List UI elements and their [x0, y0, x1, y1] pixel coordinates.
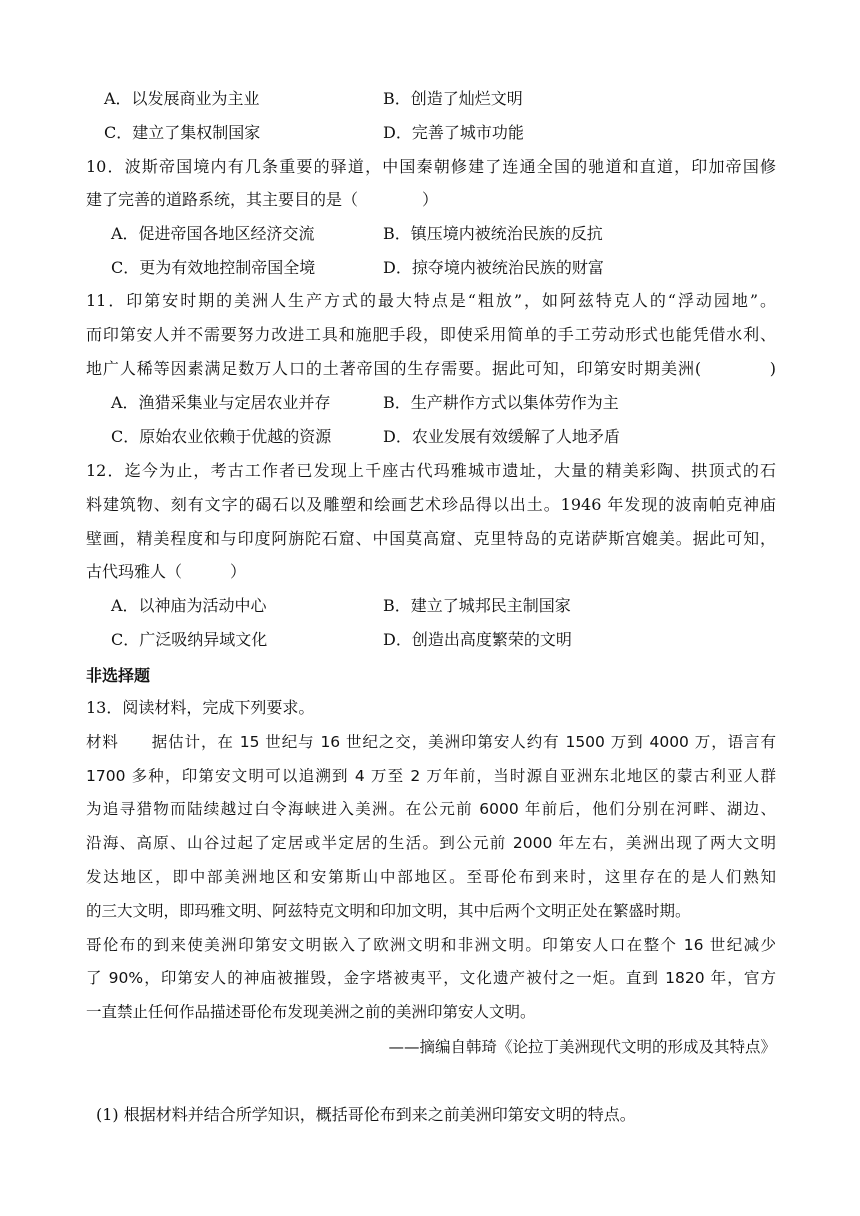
- q12-option-c: C．广泛吸纳异域文化: [111, 630, 268, 649]
- material-source: ——摘编自韩琦《论拉丁美洲现代文明的形成及其特点》: [388, 1038, 776, 1056]
- q11-option-d: D．农业发展有效缓解了人地矛盾: [383, 427, 620, 446]
- material-line: 发达地区，即中部美洲地区和安第斯山中部地区。至哥伦布到来时，这里存在的是人们熟知: [86, 868, 776, 886]
- q10-option-b: B．镇压境内被统治民族的反抗: [383, 224, 603, 243]
- material-line: 的三大文明，即玛雅文明、阿兹特克文明和印加文明，其中后两个文明正处在繁盛时期。: [86, 902, 691, 920]
- q12-stem-line: 壁画，精美程度和与印度阿旃陀石窟、中国莫高窟、克里特岛的克诺萨斯宫媲美。据此可知，: [86, 529, 776, 548]
- q10-stem-line: 10．波斯帝国境内有几条重要的驿道，中国秦朝修建了连通全国的驰道和直道，印加帝国修: [86, 157, 776, 176]
- section-title: 非选择题: [86, 666, 151, 685]
- material-line: 一直禁止任何作品描述哥伦布发现美洲之前的美洲印第安人文明。: [86, 1003, 536, 1021]
- q12-option-d: D．创造出高度繁荣的文明: [383, 630, 572, 649]
- q12-option-a: A．以神庙为活动中心: [111, 596, 267, 615]
- material-line: 为追寻猎物而陆续越过白令海峡进入美洲。在公元前 6000 年前后，他们分别在河畔、湖边、: [86, 800, 776, 818]
- q10-option-a: A．促进帝国各地区经济交流: [111, 224, 315, 243]
- q13-prompt: 13．阅读材料，完成下列要求。: [86, 698, 315, 717]
- q12-stem-line: 料建筑物、刻有文字的碣石以及雕塑和绘画艺术珍品得以出土。1946 年发现的波南帕克神庙: [86, 495, 776, 514]
- q9-option-b: B．创造了灿烂文明: [383, 89, 523, 108]
- material-line: 哥伦布的到来使美洲印第安文明嵌入了欧洲文明和非洲文明。印第安人口在整个 16 世纪减少: [86, 936, 776, 954]
- q9-option-d: D．完善了城市功能: [383, 123, 524, 142]
- q10-stem-line: 建了完善的道路系统，其主要目的是（ ）: [86, 190, 439, 209]
- material-line: 材料 据估计，在 15 世纪与 16 世纪之交，美洲印第安人约有 1500 万到 4000 万，语言有: [86, 733, 776, 751]
- material-line: 了 90%，印第安人的神庙被摧毁，金字塔被夷平，文化遗产被付之一炬。直到 1820 年，官方: [86, 969, 776, 987]
- q9-option-c: C．建立了集权制国家: [104, 123, 261, 142]
- q10-option-d: D．掠夺境内被统治民族的财富: [383, 258, 604, 277]
- q10-option-c: C．更为有效地控制帝国全境: [111, 258, 316, 277]
- q11-option-b: B．生产耕作方式以集体劳作为主: [383, 393, 619, 412]
- q12-stem-line: 12．迄今为止，考古工作者已发现上千座古代玛雅城市遗址，大量的精美彩陶、拱顶式的石: [86, 461, 776, 480]
- q9-option-a: A．以发展商业为主业: [104, 89, 260, 108]
- q11-option-c: C．原始农业依赖于优越的资源: [111, 427, 332, 446]
- q12-option-b: B．建立了城邦民主制国家: [383, 596, 571, 615]
- q11-stem-line: 11．印第安时期的美洲人生产方式的最大特点是“粗放”，如阿兹特克人的“浮动园地”。: [86, 291, 776, 310]
- q11-stem-line: 地广人稀等因素满足数万人口的土著帝国的生存需要。据此可知，印第安时期美洲( ): [86, 359, 776, 378]
- material-line: 1700 多种，印第安文明可以追溯到 4 万至 2 万年前，当时源自亚洲东北地区的蒙古利亚人群: [86, 767, 776, 785]
- q13-subquestion-1: (1) 根据材料并结合所学知识，概括哥伦布到来之前美洲印第安文明的特点。: [96, 1105, 636, 1124]
- material-line: 沿海、高原、山谷过起了定居或半定居的生活。到公元前 2000 年左右，美洲出现了两大文明: [86, 834, 776, 852]
- q12-stem-line: 古代玛雅人（ ）: [86, 562, 247, 581]
- q11-stem-line: 而印第安人并不需要努力改进工具和施肥手段，即使采用简单的手工劳动形式也能凭借水利、: [86, 325, 776, 344]
- q11-option-a: A．渔猎采集业与定居农业并存: [111, 393, 331, 412]
